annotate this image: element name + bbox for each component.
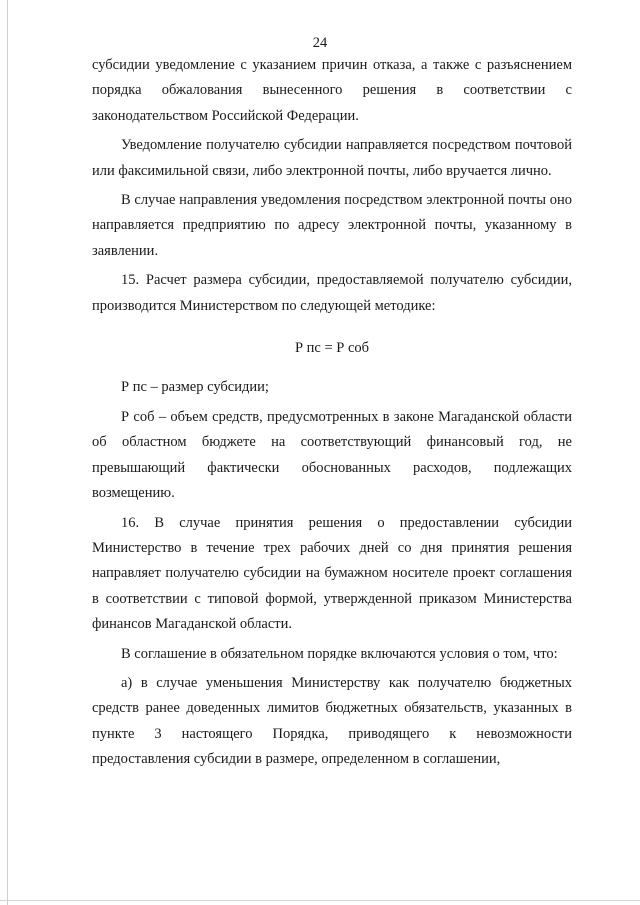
paragraph-agreement-conditions: В соглашение в обязательном порядке включаются условия о том, что:: [121, 645, 558, 662]
paragraph-notification-delivery: Уведомление получателю субсидии направляется посредством почтовой или факсимильной связи, либо электронной почты, либо вручается лично.: [92, 137, 572, 179]
formula-definition-rps: Р пс – размер субсидии;: [121, 379, 269, 396]
paragraph-item-15: 15. Расчет размера субсидии, предоставляемой получателю субсидии, производится Министерством по следующей методике:: [92, 272, 572, 314]
paragraph-item-16: 16. В случае принятия решения о предоставлении субсидии Министерство в течение трех рабочих дней со дня принятия решения направляет получателю субсидии на бумажном носителе проект соглашения в соответствии с типовой формой, утвержденной приказом Министерства финансов Магаданской области.: [92, 514, 572, 633]
document-body: [92, 53, 572, 773]
scan-bottom-edge: [0, 900, 640, 901]
paragraph-condition-a: а) в случае уменьшения Министерству как получателю бюджетных средств ранее доведенных лимитов бюджетных обязательств, указанных в пункте 3 настоящего Порядка, приводящего к невозможности предоставления субсидии в размере, определенном в соглашении,: [92, 674, 572, 768]
scan-left-edge: [7, 0, 8, 905]
page-number: 24: [312, 35, 328, 51]
formula-definition-rsob: Р соб – объем средств, предусмотренных в законе Магаданской области об областном бюджете на соответствующий финансовый год, не превышающий фактически обоснованных расходов, подлежащих возмещению.: [92, 408, 572, 502]
paragraph-email-notification: В случае направления уведомления посредством электронной почты оно направляется предприятию по адресу электронной почты, указанному в заявлении.: [92, 192, 572, 259]
paragraph-refusal-continuation: субсидии уведомление с указанием причин отказа, а также с разъяснением порядка обжалования вынесенного решения в соответствии с законодательством Российской Федерации.: [92, 57, 572, 124]
subsidy-formula: Р пс = Р соб: [294, 340, 370, 357]
